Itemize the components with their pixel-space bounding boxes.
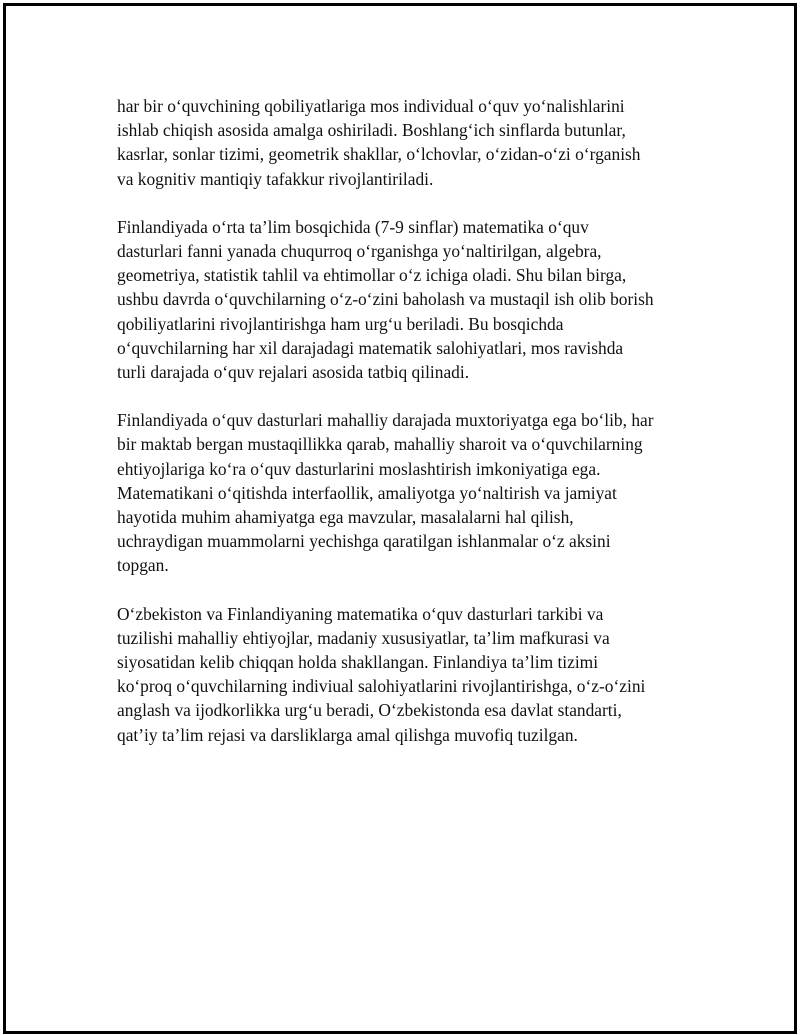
paragraph-3: Finlandiyada o‘quv dasturlari mahalliy darajada muxtoriyatga ega bo‘lib, har bir maktab bergan mustaqillikka qarab, mahalliy sharoit va o‘quvchilarning ehtiyojlariga ko‘ra o‘quv dasturlarini moslashtirish imkoniyatiga ega. Matematikani o‘qitishda interfaollik, amaliyotga yo‘naltirish va jamiyat hayotida muhim ahamiyatga ega mavzular, masalalarni hal qilish, uchraydigan muammolarni yechishga qaratilgan ishlanmalar o‘z aksini topgan. (117, 410, 654, 576)
paragraph-2: Finlandiyada o‘rta ta’lim bosqichida (7-9 sinflar) matematika o‘quv dasturlari fanni yanada chuqurroq o‘rganishga yo‘naltirilgan, algebra, geometriya, statistik tahlil va ehtimollar o‘z ichiga oladi. Shu bilan birga, ushbu davrda o‘quvchilarning o‘z-o‘zini baholash va mustaqil ish olib borish qobiliyatlarini rivojlantirishga ham urg‘u beriladi. Bu bosqichda o‘quvchilarning har xil darajadagi matematik salohiyatlari, mos ravishda turli darajada o‘quv rejalari asosida tatbiq qilinadi. (117, 216, 654, 383)
document-body (117, 94, 689, 771)
paragraph-4: O‘zbekiston va Finlandiyaning matematika o‘quv dasturlari tarkibi va tuzilishi mahalliy ehtiyojlar, madaniy xususiyatlar, ta’lim mafkurasi va siyosatidan kelib chiqqan holda shakllangan. Finlandiya ta’lim tizimi ko‘proq o‘quvchilarning indiviual salohiyatlarini rivojlantirishga, o‘z-o‘zini anglash va ijodkorlikka urg‘u beradi, O‘zbekistonda esa davlat standarti, qat’iy ta’lim rejasi va darsliklarga amal qilishga muvofiq tuzilgan. (117, 603, 646, 745)
paragraph-1: har bir o‘quvchining qobiliyatlariga mos individual o‘quv yo‘nalishlarini ishlab chiqish asosida amalga oshiriladi. Boshlang‘ich sinflarda butunlar, kasrlar, sonlar tizimi, geometrik shakllar, o‘lchovlar, o‘zidan-o‘zi o‘rganish va kognitiv mantiqiy tafakkur rivojlantiriladi. (117, 96, 641, 189)
